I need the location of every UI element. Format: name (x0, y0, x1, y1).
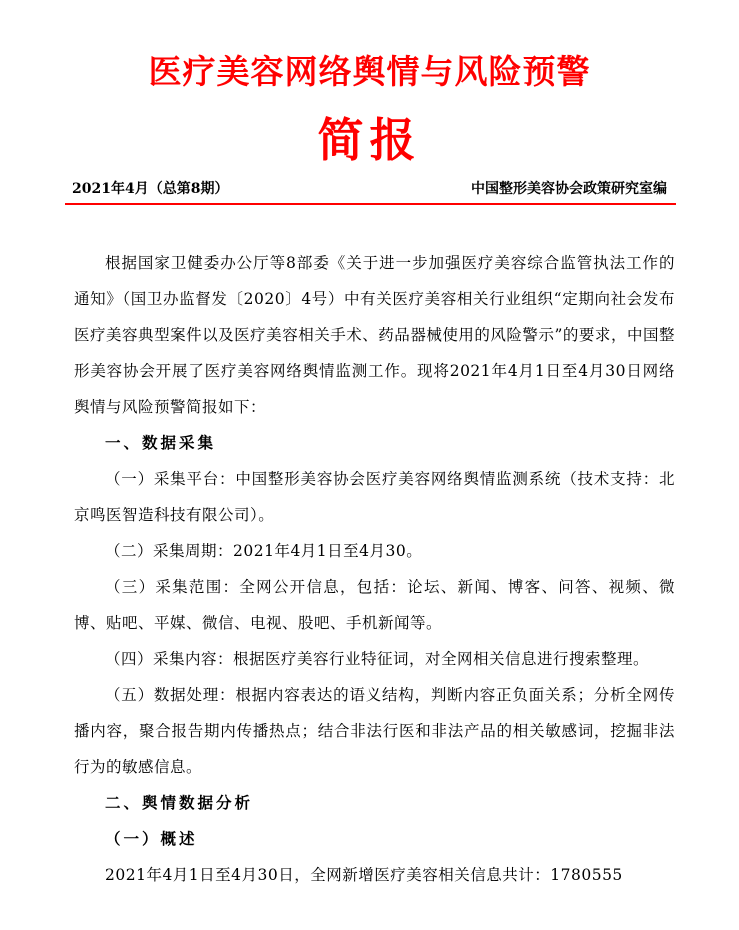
subsection-heading-overview: （一）概述 (105, 829, 198, 848)
paragraph-content: （四）采集内容：根据医疗美容行业特征词，对全网相关信息进行搜索整理。 (105, 650, 650, 668)
paragraph-overview: 2021年4月1日至4月30日，全网新增医疗美容相关信息共计：1780555 (105, 866, 623, 884)
paragraph-processing: （五）数据处理：根据内容表达的语义结构，判断内容正负面关系；分析全网传播内容，聚合报告期内传播热点；结合非法行医和非法产品的相关敏感词，挖掘非法行为的敏感信息。 (74, 686, 675, 776)
report-title: 医疗美容网络舆情与风险预警 (148, 52, 591, 91)
section-heading-analysis: 二、舆情数据分析 (105, 793, 254, 812)
paragraph-platform: （一）采集平台：中国整形美容协会医疗美容网络舆情监测系统（技术支持：北京鸣医智造科技有限公司）。 (74, 470, 675, 524)
issue-meta (72, 178, 667, 198)
section-heading-data-collection: 一、数据采集 (105, 433, 217, 452)
intro-paragraph: 根据国家卫健委办公厅等8部委《关于进一步加强医疗美容综合监管执法工作的通知》（国卫办监督发〔2020〕4号）中有关医疗美容相关行业组织“定期向社会发布医疗美容典型案件以及医疗美容相关手术、药品器械使用的风险警示”的要求，中国整形美容协会开展了医疗美容网络舆情监测工作。现将2021年4月1日至4月30日网络舆情与风险预警简报如下： (74, 254, 675, 416)
paragraph-period: （二）采集周期：2021年4月1日至4月30。 (105, 542, 423, 560)
header-divider (65, 203, 676, 205)
editor-name: 中国整形美容协会政策研究室编 (471, 181, 667, 197)
paragraph-scope: （三）采集范围：全网公开信息，包括：论坛、新闻、博客、问答、视频、微博、贴吧、平媒、微信、电视、股吧、手机新闻等。 (74, 578, 675, 632)
issue-number: 2021年4月（总第8期） (72, 181, 229, 197)
report-body (74, 245, 675, 893)
report-subtitle: 简报 (317, 113, 422, 167)
